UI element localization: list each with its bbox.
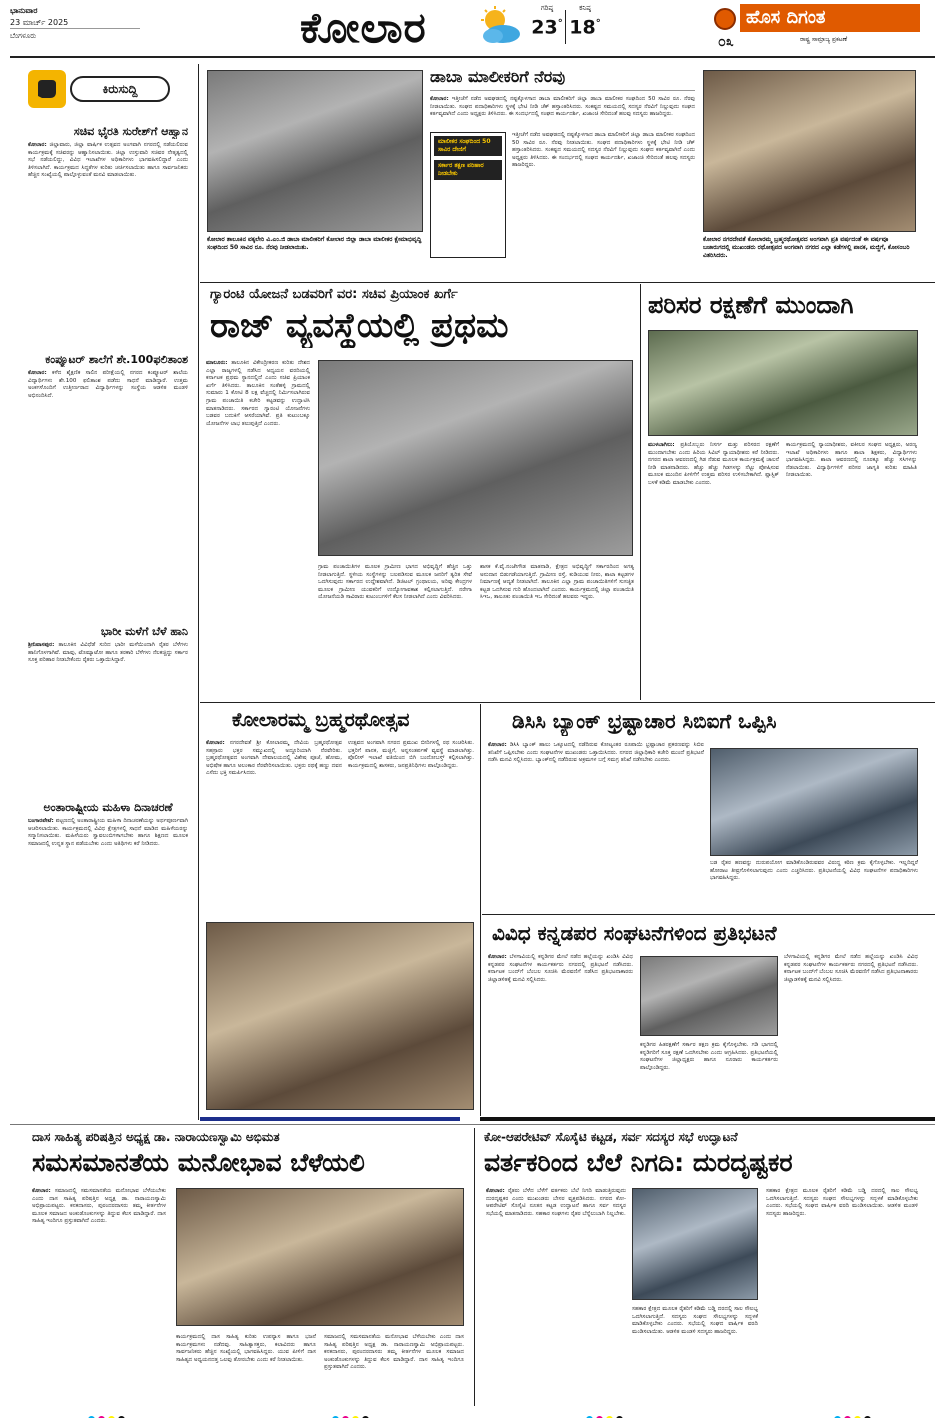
dasa-col-2: ಕಾರ್ಯಕ್ರಮದಲ್ಲಿ ದಾಸ ಸಾಹಿತ್ಯ ಕುರಿತು ಉಪನ್ಯಾಸ ಹಾಗೂ ಭಜನೆ ಕಾರ್ಯಕ್ರಮಗಳು ನಡೆದವು. ಸಾಹಿತ್ಯಾಸಕ್ತರು, ಕಲಾವಿದರು ಹಾಗೂ ಸಾರ್ವಜನಿಕರು ಹೆಚ್ಚಿನ ಸಂಖ್ಯೆಯಲ್ಲಿ ಭಾಗವಹಿಸಿದ್ದರು. ಯುವ ಪೀಳಿಗೆ ದಾಸ ಸಾಹಿತ್ಯದ ಅಧ್ಯಯನದತ್ತ ಒಲವು ತೋರಬೇಕು ಎಂದು ಕರೆ ನೀಡಲಾಯಿತು.: [176, 1334, 316, 1363]
temple-right-rule: [480, 704, 481, 1116]
brief-1-place: ಕೋಲಾರ:: [28, 142, 47, 148]
page-number: ೦೩: [718, 34, 734, 50]
brief-2-title: ಕಂಪ್ಯೂಟರ್ ಶಾಲೆಗೆ ಶೇ.100ಫಲಿತಾಂಶ: [45, 353, 188, 366]
temple-col-2: ಉತ್ಸವದ ಅಂಗವಾಗಿ ನಗರದ ಪ್ರಮುಖ ಬೀದಿಗಳಲ್ಲಿ ರಥ ಸಂಚರಿಸಿತು. ಭಕ್ತರಿಗೆ ಪಾನಕ, ಮಜ್ಜಿಗೆ, ಅನ್ನಸಂತರ್ಪಣೆ ವ್ಯವಸ್ಥೆ ಮಾಡಲಾಗಿತ್ತು. ಪೊಲೀಸ್ ಇಲಾಖೆ ವತಿಯಿಂದ ಬಿಗಿ ಬಂದೋಬಸ್ತ್ ಕಲ್ಪಿಸಲಾಗಿತ್ತು. ಕಾರ್ಯಕ್ರಮದಲ್ಲಿ ಶಾಸಕರು, ಜನಪ್ರತಿನಿಧಿಗಳು ಪಾಲ್ಗೊಂಡಿದ್ದರು.: [348, 740, 474, 769]
brand-block: [710, 4, 925, 50]
dasa-body-1: ಸಮಾಜದಲ್ಲಿ ಸಮಸಮಾನತೆಯ ಮನೋಭಾವ ಬೆಳೆಯಬೇಕು ಎಂದು ದಾಸ ಸಾಹಿತ್ಯ ಪರಿಷತ್ತಿನ ಅಧ್ಯಕ್ಷ ಡಾ. ನಾರಾಯಣಸ್ವಾಮಿ ಅಭಿಪ್ರಾಯಪಟ್ಟರು. ಕನಕದಾಸರು, ಪುರಂದರದಾಸರು ತಮ್ಮ ಕೀರ್ತನೆಗಳ ಮೂಲಕ ಸಮಾಜದ ಅಂಕುಡೊಂಕುಗಳನ್ನು ತಿದ್ದುವ ಕೆಲಸ ಮಾಡಿದ್ದಾರೆ. ದಾಸ ಸಾಹಿತ್ಯ ಇಂದಿಗೂ ಪ್ರಸ್ತುತವಾಗಿದೆ ಎಂದರು.: [32, 1188, 166, 1225]
brief-3-place: ಶ್ರೀನಿವಾಸಪುರ:: [28, 642, 55, 648]
masthead-title: ಕೋಲಾರ: [300, 3, 427, 52]
lead-col-2: ಗ್ರಾಮ ಪಂಚಾಯಿತಿಗಳ ಮೂಲಕ ಗ್ರಾಮೀಣ ಭಾಗದ ಅಭಿವೃದ್ಧಿಗೆ ಹೆಚ್ಚಿನ ಒತ್ತು ನೀಡಲಾಗುತ್ತಿದೆ. ಸ್ಥಳೀಯ ಸಂಸ್ಥೆಗಳನ್ನು ಬಲಪಡಿಸುವ ಮೂಲಕ ಜನರಿಗೆ ತ್ವರಿತ ಸೇವೆ ಒದಗಿಸುವುದು ಸರ್ಕಾರದ ಉದ್ದೇಶವಾಗಿದೆ. ಡಿಜಿಟಲ್ ಗ್ರಂಥಾಲಯ, ಅರಿವು ಕೇಂದ್ರಗಳ ಮೂಲಕ ಗ್ರಾಮೀಣ ಯುವಕರಿಗೆ ಉದ್ಯೋಗಾವಕಾಶ ಕಲ್ಪಿಸಲಾಗುತ್ತಿದೆ. ನರೇಗಾ ಯೋಜನೆಯಡಿ ಸಾವಿರಾರು ಕುಟುಂಬಗಳಿಗೆ ಕೆಲಸ ನೀಡಲಾಗಿದೆ ಎಂದು ವಿವರಿಸಿದರು.: [318, 564, 472, 601]
lead-photo: [318, 360, 633, 556]
dhaba-highlight-2: ಸರ್ಕಾರ ತಕ್ಷಣ ಪರಿಹಾರ ನೀಡಬೇಕು: [434, 160, 502, 180]
lead-story: [206, 286, 634, 348]
print-marks-2: [332, 1408, 372, 1418]
brief-4-title: ಅಂತಾರಾಷ್ಟ್ರೀಯ ಮಹಿಳಾ ದಿನಾಚರಣೆ: [43, 801, 173, 814]
lead-kicker: ಗ್ಯಾರಂಟಿ ಯೋಜನೆ ಬಡವರಿಗೆ ವರ: ಸಚಿವ ಪ್ರಿಯಾಂಕ ಖರ್ಗೆ: [210, 287, 458, 302]
brief-2-place: ಕೋಲಾರ:: [28, 370, 47, 376]
dcc-headline: ಡಿಸಿಸಿ ಬ್ಯಾಂಕ್ ಭ್ರಷ್ಟಾಚಾರ ಸಿಬಿಐಗೆ ಒಪ್ಪಿಸಿ: [512, 709, 777, 733]
dhaba-photo: [207, 70, 423, 232]
lead-col-3: ಶಾಸಕ ಕೆ.ವೈ.ನಂಜೇಗೌಡ ಮಾತನಾಡಿ, ಕ್ಷೇತ್ರದ ಅಭಿವೃದ್ಧಿಗೆ ಸರ್ಕಾರದಿಂದ ಅಗತ್ಯ ಅನುದಾನ ಬಿಡುಗಡೆಯಾಗುತ್ತಿದೆ. ಗ್ರಾಮೀಣ ರಸ್ತೆ, ಕುಡಿಯುವ ನೀರು, ಶಾಲಾ ಕಟ್ಟಡಗಳ ನಿರ್ಮಾಣಕ್ಕೆ ಆದ್ಯತೆ ನೀಡಲಾಗಿದೆ. ತಾಲೂಕಿನ ಎಲ್ಲಾ ಗ್ರಾಮ ಪಂಚಾಯಿತಿಗಳಿಗೆ ಸುಸಜ್ಜಿತ ಕಟ್ಟಡ ಒದಗಿಸುವ ಗುರಿ ಹೊಂದಲಾಗಿದೆ ಎಂದರು. ಕಾರ್ಯಕ್ರಮದಲ್ಲಿ ಜಿಲ್ಲಾ ಪಂಚಾಯಿತಿ ಸಿಇಒ, ತಾಲೂಕು ಪಂಚಾಯಿತಿ ಇಒ ಸೇರಿದಂತೆ ಹಲವರು ಇದ್ದರು.: [480, 564, 634, 601]
date-divider: [10, 28, 140, 29]
brief-4-body: ಪಟ್ಟಣದಲ್ಲಿ ಅಂತಾರಾಷ್ಟ್ರೀಯ ಮಹಿಳಾ ದಿನಾಚರಣೆಯನ್ನು ಅರ್ಥಪೂರ್ಣವಾಗಿ ಆಚರಿಸಲಾಯಿತು. ಕಾರ್ಯಕ್ರಮದಲ್ಲಿ ವಿವಿಧ ಕ್ಷೇತ್ರಗಳಲ್ಲಿ ಸಾಧನೆ ಮಾಡಿದ ಮಹಿಳೆಯರನ್ನು ಸನ್ಮಾನಿಸಲಾಯಿತು. ಮಹಿಳೆಯರು ಸ್ವಾವಲಂಬಿಗಳಾಗಬೇಕು ಹಾಗೂ ಶಿಕ್ಷಣದ ಮೂಲಕ ಸಮಾಜದಲ್ಲಿ ಉನ್ನತ ಸ್ಥಾನ ಪಡೆಯಬೇಕು ಎಂದು ಅತಿಥಿಗಳು ಕರೆ ನೀಡಿದರು.: [28, 818, 188, 847]
temp-divider: [565, 10, 566, 44]
coop-col-1: [486, 1188, 626, 1402]
brief-4-place: ಬಂಗಾರಪೇಟೆ:: [28, 818, 54, 824]
lead-headline: ರಾಜ್ ವ್ಯವಸ್ಥೆಯಲ್ಲಿ ಪ್ರಥಮ: [210, 306, 509, 346]
kirusuddi-banner: [28, 70, 178, 108]
min-deg: °: [595, 18, 601, 29]
protest-col-1: [488, 954, 633, 1114]
protest-place: ಕೋಲಾರ:: [488, 954, 507, 960]
mid-row-rule: [200, 702, 935, 703]
dhaba-photo-caption: ಕೋಲಾರ ತಾಲೂಕಿನ ವಕ್ಕಲೇರಿ ವಿ.ಎಂ.ಜಿ ಡಾಬಾ ಮಾಲೀಕರಿಗೆ ಕೋಲಾರ ಜಿಲ್ಲಾ ಡಾಬಾ ಮಾಲೀಕರ ಕ್ಷೇಮಾಭಿವೃದ್ಧಿ ಸಂಘದಿಂದ 50 ಸಾವಿರ ರೂ. ನೆರವು ನೀಡಲಾಯಿತು.: [207, 236, 422, 251]
dhaba-place: ಕೋಲಾರ:: [430, 96, 449, 102]
min-temp: 18: [569, 16, 596, 39]
brief-1-body: ಜಿಲ್ಲಾವಾರು, ಜಿಲ್ಲಾ ವಾರ್ಷಿಕ ಉತ್ಸವದ ಅಂಗವಾಗಿ ನಗರದಲ್ಲಿ ನಡೆಯಲಿರುವ ಕಾರ್ಯಕ್ರಮಕ್ಕೆ ಸಚಿವರನ್ನು ಆಹ್ವಾನಿಸಲಾಯಿತು. ಜಿಲ್ಲಾ ಉಸ್ತುವಾರಿ ಸಚಿವರ ನೇತೃತ್ವದಲ್ಲಿ ಸಭೆ ನಡೆಯಲಿದ್ದು, ವಿವಿಧ ಇಲಾಖೆಗಳ ಅಧಿಕಾರಿಗಳು ಭಾಗವಹಿಸಲಿದ್ದಾರೆ ಎಂದು ತಿಳಿಸಲಾಗಿದೆ. ಕಾರ್ಯಕ್ರಮದ ಸಿದ್ಧತೆಗಳ ಕುರಿತು ಚರ್ಚಿಸಲಾಯಿತು ಹಾಗೂ ಸಾರ್ವಜನಿಕರು ಹೆಚ್ಚಿನ ಸಂಖ್ಯೆಯಲ್ಲಿ ಪಾಲ್ಗೊಳ್ಳುವಂತೆ ಮನವಿ ಮಾಡಲಾಯಿತು.: [28, 142, 188, 179]
temple-body-1: ನಗರದೇವತೆ ಶ್ರೀ ಕೋಲಾರಮ್ಮ ದೇವಿಯ ಬ್ರಹ್ಮರಥೋತ್ಸವ ಸಹಸ್ರಾರು ಭಕ್ತರ ಸಮ್ಮುಖದಲ್ಲಿ ಅದ್ದೂರಿಯಾಗಿ ನೆರವೇರಿತು. ಬ್ರಹ್ಮರಥೋತ್ಸವದ ಅಂಗವಾಗಿ ದೇವಾಲಯದಲ್ಲಿ ವಿಶೇಷ ಪೂಜೆ, ಹೋಮ, ಅಭಿಷೇಕ ಹಾಗೂ ಅಲಂಕಾರ ನೆರವೇರಿಸಲಾಯಿತು. ಭಕ್ತರು ರಥಕ್ಕೆ ಹಣ್ಣು ದವನ ಎಸೆದು ಭಕ್ತಿ ಸಮರ್ಪಿಸಿದರು.: [206, 740, 342, 777]
max-temp-block: [530, 4, 564, 48]
env-body-1: ಪ್ರತಿಯೊಬ್ಬರು ನಿಸರ್ಗ ಮತ್ತು ಪರಿಸರದ ರಕ್ಷಣೆಗೆ ಮುಂದಾಗಬೇಕು ಎಂದು ಹಿರಿಯ ಸಿವಿಲ್ ನ್ಯಾಯಾಧೀಶರು ಕರೆ ನೀಡಿದರು. ನಗರದ ಶಾಲಾ ಆವರಣದಲ್ಲಿ ಗಿಡ ನೆಡುವ ಮೂಲಕ ಕಾರ್ಯಕ್ರಮಕ್ಕೆ ಚಾಲನೆ ನೀಡಿ ಮಾತನಾಡಿದರು. ಹೆಚ್ಚು ಹೆಚ್ಚು ಗಿಡಗಳನ್ನು ನೆಟ್ಟು ಪೋಷಿಸುವ ಮೂಲಕ ಮುಂದಿನ ಪೀಳಿಗೆಗೆ ಉತ್ತಮ ಪರಿಸರ ಉಳಿಸಬೇಕಾಗಿದೆ. ಪ್ಲಾಸ್ಟಿಕ್ ಬಳಕೆ ಕಡಿಮೆ ಮಾಡಬೇಕು ಎಂದರು.: [648, 442, 779, 486]
coop-headline: ವರ್ತಕರಿಂದ ಬೆಲೆ ನಿಗದಿ: ದುರದೃಷ್ಟಕರ: [484, 1148, 793, 1177]
protest-photo: [640, 956, 778, 1036]
dasa-photo: [176, 1188, 464, 1326]
print-marks-3: [586, 1408, 626, 1418]
min-temp-label: ಕನಿಷ್ಠ: [579, 4, 591, 12]
temple-place: ಕೋಲಾರ:: [206, 740, 225, 746]
coop-col-2: ಸಹಕಾರ ಕ್ಷೇತ್ರದ ಮೂಲಕ ರೈತರಿಗೆ ಕಡಿಮೆ ಬಡ್ಡಿ ದರದಲ್ಲಿ ಸಾಲ ಸೌಲಭ್ಯ ಒದಗಿಸಲಾಗುತ್ತಿದೆ. ಸದಸ್ಯರು ಸಂಘದ ಸೌಲಭ್ಯಗಳನ್ನು ಸದ್ಬಳಕೆ ಮಾಡಿಕೊಳ್ಳಬೇಕು ಎಂದರು. ಸಭೆಯಲ್ಲಿ ಸಂಘದ ವಾರ್ಷಿಕ ವರದಿ ಮಂಡಿಸಲಾಯಿತು. ಆಡಳಿತ ಮಂಡಳಿ ಸದಸ್ಯರು ಹಾಜರಿದ್ದರು.: [632, 1306, 758, 1335]
env-col-2: ಕಾರ್ಯಕ್ರಮದಲ್ಲಿ ನ್ಯಾಯಾಧೀಶರು, ವಕೀಲರ ಸಂಘದ ಅಧ್ಯಕ್ಷರು, ಅರಣ್ಯ ಇಲಾಖೆ ಅಧಿಕಾರಿಗಳು ಹಾಗೂ ಶಾಲಾ ಶಿಕ್ಷಕರು, ವಿದ್ಯಾರ್ಥಿಗಳು ಭಾಗವಹಿಸಿದ್ದರು. ಶಾಲಾ ಆವರಣದಲ್ಲಿ ನೂರಕ್ಕೂ ಹೆಚ್ಚು ಸಸಿಗಳನ್ನು ನೆಡಲಾಯಿತು. ವಿದ್ಯಾರ್ಥಿಗಳಿಗೆ ಪರಿಸರ ಜಾಗೃತಿ ಕುರಿತು ಮಾಹಿತಿ ನೀಡಲಾಯಿತು.: [786, 442, 917, 479]
bottom-section-rule: [10, 1124, 935, 1125]
dhaba-headline: ಡಾಬಾ ಮಾಲೀಕರಿಗೆ ನೆರವು: [430, 67, 566, 86]
bottom-divider: [474, 1128, 475, 1406]
env-place: ಮುಳಬಾಗಿಲು:: [648, 442, 675, 448]
brand-logo-icon: [714, 8, 736, 30]
dcc-col-2: ಬಡ ರೈತರ ಹಣವನ್ನು ದುರುಪಯೋಗ ಮಾಡಿಕೊಂಡಿರುವವರ ವಿರುದ್ಧ ಕಠಿಣ ಕ್ರಮ ಕೈಗೊಳ್ಳಬೇಕು. ಇಲ್ಲದಿದ್ದರೆ ಹೋರಾಟ ತೀವ್ರಗೊಳಿಸಲಾಗುವುದು ಎಂದು ಎಚ್ಚರಿಸಿದರು. ಪ್ರತಿಭಟನೆಯಲ್ಲಿ ವಿವಿಧ ಸಂಘಟನೆಗಳ ಪದಾಧಿಕಾರಿಗಳು ಭಾಗವಹಿಸಿದ್ದರು.: [710, 860, 918, 882]
dhaba-highlight-1: ಮಾಲೀಕರ ಸಂಘದಿಂದ 50 ಸಾವಿರ ದೇಣಿಗೆ: [434, 136, 502, 156]
dcc-protest-rule: [482, 914, 935, 915]
brand-name: ಹೊಸ ದಿಗಂತ: [740, 4, 920, 32]
max-temp: 23: [531, 16, 558, 39]
dasa-col-1: [32, 1188, 166, 1402]
brief-2-body: ಕಳೆದ ಶೈಕ್ಷಣಿಕ ಸಾಲಿನ ಪರೀಕ್ಷೆಯಲ್ಲಿ ನಗರದ ಕಂಪ್ಯೂಟರ್ ಶಾಲೆಯ ವಿದ್ಯಾರ್ಥಿಗಳು ಶೇ.100 ಫಲಿತಾಂಶ ಪಡೆದು ಸಾಧನೆ ಮಾಡಿದ್ದಾರೆ. ಉತ್ತಮ ಅಂಕಗಳೊಂದಿಗೆ ಉತ್ತೀರ್ಣರಾದ ವಿದ್ಯಾರ್ಥಿಗಳನ್ನು ಸಂಸ್ಥೆಯ ಆಡಳಿತ ಮಂಡಳಿ ಅಭಿನಂದಿಸಿದೆ.: [28, 370, 188, 399]
dcc-photo: [710, 748, 918, 856]
city: ಬೆಂಗಳೂರು: [10, 32, 37, 40]
lead-body-1: ತಾಲೂಕಿನ ವಿಕೇಂದ್ರೀಕರಣ ಕುರಿತು ದೇಶದ ಎಲ್ಲಾ ರಾಜ್ಯಗಳಲ್ಲಿ ನಡೆಸಿದ ಅಧ್ಯಯನ ವರದಿಯಲ್ಲಿ ಕರ್ನಾಟಕ ಪ್ರಥಮ ಸ್ಥಾನದಲ್ಲಿದೆ ಎಂದು ಸಚಿವ ಪ್ರಿಯಾಂಕ ಖರ್ಗೆ ತಿಳಿಸಿದರು. ತಾಲೂಕಿನ ಸಂತೆಹಳ್ಳಿ ಗ್ರಾಮದಲ್ಲಿ ಸುಮಾರು 1 ಕೋಟಿ 8 ಲಕ್ಷ ವೆಚ್ಚದಲ್ಲಿ ನಿರ್ಮಿಸಲಾಗಿರುವ ಗ್ರಾಮ ಪಂಚಾಯಿತಿ ಕಚೇರಿ ಕಟ್ಟಡವನ್ನು ಉದ್ಘಾಟಿಸಿ ಮಾತನಾಡಿದರು. ಸರ್ಕಾರದ ಗ್ಯಾರಂಟಿ ಯೋಜನೆಗಳು ಬಡವರ ಬದುಕಿಗೆ ಆಸರೆಯಾಗಿವೆ. ಪ್ರತಿ ಕುಟುಂಬಕ್ಕೂ ಯೋಜನೆಗಳ ಲಾಭ ತಲುಪುತ್ತಿದೆ ಎಂದರು.: [206, 360, 310, 427]
dcc-col-1: [488, 742, 704, 912]
protest-body-1: ಬೆಳಗಾವಿಯಲ್ಲಿ ಕನ್ನಡಿಗರ ಮೇಲೆ ನಡೆದ ಹಲ್ಲೆಯನ್ನು ಖಂಡಿಸಿ ವಿವಿಧ ಕನ್ನಡಪರ ಸಂಘಟನೆಗಳ ಕಾರ್ಯಕರ್ತರು ನಗರದಲ್ಲಿ ಪ್ರತಿಭಟನೆ ನಡೆಸಿದರು. ಕರ್ನಾಟಕ ಬಂದ್‌ಗೆ ಬೆಂಬಲ ಸೂಚಿಸಿ ಮೆರವಣಿಗೆ ನಡೆಸಿದ ಪ್ರತಿಭಟನಾಕಾರರು ಜಿಲ್ಲಾಡಳಿತಕ್ಕೆ ಮನವಿ ಸಲ್ಲಿಸಿದರು.: [488, 954, 633, 983]
temple-headline: ಕೋಲಾರಮ್ಮ ಬ್ರಹ್ಮರಥೋತ್ಸವ: [232, 709, 410, 731]
temple-col-1: [206, 740, 342, 918]
env-col-1: [648, 442, 779, 700]
brief-4: [28, 800, 188, 1080]
brand-tagline: ರಾಷ್ಟ್ರ ಸಾಮ್ರಾಜ್ಯ ಪ್ರಕಟಣೆ: [800, 36, 848, 43]
protest-headline: ವಿವಿಧ ಕನ್ನಡಪರ ಸಂಘಟನೆಗಳಿಂದ ಪ್ರತಿಭಟನೆ: [492, 921, 777, 945]
dasa-story: [32, 1128, 472, 1180]
max-temp-label: ಗರಿಷ್ಠ: [540, 4, 554, 12]
dasa-col-3: ಸಮಾಜದಲ್ಲಿ ಸಮಸಮಾನತೆಯ ಮನೋಭಾವ ಬೆಳೆಯಬೇಕು ಎಂದು ದಾಸ ಸಾಹಿತ್ಯ ಪರಿಷತ್ತಿನ ಅಧ್ಯಕ್ಷ ಡಾ. ನಾರಾಯಣಸ್ವಾಮಿ ಅಭಿಪ್ರಾಯಪಟ್ಟರು. ಕನಕದಾಸರು, ಪುರಂದರದಾಸರು ತಮ್ಮ ಕೀರ್ತನೆಗಳ ಮೂಲಕ ಸಮಾಜದ ಅಂಕುಡೊಂಕುಗಳನ್ನು ತಿದ್ದುವ ಕೆಲಸ ಮಾಡಿದ್ದಾರೆ. ದಾಸ ಸಾಹಿತ್ಯ ಇಂದಿಗೂ ಪ್ರಸ್ತುತವಾಗಿದೆ ಎಂದರು.: [324, 1334, 464, 1371]
dasa-headline: ಸಮಸಮಾನತೆಯ ಮನೋಭಾವ ಬೆಳೆಯಲಿ: [32, 1148, 365, 1177]
env-headline: ಪರಿಸರ ರಕ್ಷಣೆಗೆ ಮುಂದಾಗಿ: [648, 291, 854, 319]
temple-photo: [206, 922, 474, 1110]
lead-col-1: [206, 360, 310, 700]
min-temp-block: [568, 4, 602, 48]
coop-place: ಕೋಲಾರ:: [486, 1188, 505, 1194]
hand-icon: [28, 70, 66, 108]
date: 23 ಮಾರ್ಚ್ 2025: [10, 18, 69, 27]
dasa-place: ಕೋಲಾರ:: [32, 1188, 51, 1194]
coop-body-1: ರೈತರು ಬೆಳೆದ ಬೆಳೆಗೆ ವರ್ತಕರು ಬೆಲೆ ನಿಗದಿ ಮಾಡುತ್ತಿರುವುದು ದುರದೃಷ್ಟಕರ ಎಂದು ಮುಖಂಡರು ಬೇಸರ ವ್ಯಕ್ತಪಡಿಸಿದರು. ನಗರದ ಕೋ-ಆಪರೇಟಿವ್ ಸೊಸೈಟಿ ನೂತನ ಕಟ್ಟಡ ಉದ್ಘಾಟನೆ ಹಾಗೂ ಸರ್ವ ಸದಸ್ಯರ ಸಭೆಯಲ್ಲಿ ಮಾತನಾಡಿದರು. ಸಹಕಾರ ಸಂಘಗಳು ರೈತರ ಬೆನ್ನೆಲುಬಾಗಿ ನಿಲ್ಲಬೇಕು.: [486, 1188, 626, 1217]
dcc-place: ಕೋಲಾರ:: [488, 742, 507, 748]
top-row-rule: [200, 282, 935, 283]
section-bar: [200, 1117, 935, 1121]
brief-1-title: ಸಚಿವ ಭೈರತಿ ಸುರೇಶ್‌ಗೆ ಆಹ್ವಾನ: [73, 125, 188, 138]
brief-3: [28, 624, 188, 777]
coop-story: [484, 1128, 924, 1180]
env-photo: [648, 330, 918, 436]
dcc-body-1: ಡಿಸಿಸಿ ಬ್ಯಾಂಕ್ ಹಾಲು ಒಕ್ಕೂಟದಲ್ಲಿ ನಡೆದಿರುವ ಕೋಟ್ಯಂತರ ರೂಪಾಯಿ ಭ್ರಷ್ಟಾಚಾರ ಪ್ರಕರಣವನ್ನು ಸಿಬಿಐ ತನಿಖೆಗೆ ಒಪ್ಪಿಸಬೇಕು ಎಂದು ಸಂಘಟನೆಗಳ ಮುಖಂಡರು ಒತ್ತಾಯಿಸಿದರು. ನಗರದ ಜಿಲ್ಲಾಧಿಕಾರಿ ಕಚೇರಿ ಮುಂದೆ ಪ್ರತಿಭಟನೆ ನಡೆಸಿ ಮನವಿ ಸಲ್ಲಿಸಿದರು. ಬ್ಯಾಂಕ್‌ನಲ್ಲಿ ನಡೆದಿರುವ ಅಕ್ರಮಗಳ ಬಗ್ಗೆ ಸಮಗ್ರ ತನಿಖೆ ನಡೆಸಬೇಕು ಎಂದರು.: [488, 742, 704, 764]
kirusuddi-label: ಕಿರುಸುದ್ದಿ: [70, 76, 170, 102]
coop-photo: [632, 1188, 758, 1300]
brief-2: [28, 352, 188, 595]
protest-col-3: ಬೆಳಗಾವಿಯಲ್ಲಿ ಕನ್ನಡಿಗರ ಮೇಲೆ ನಡೆದ ಹಲ್ಲೆಯನ್ನು ಖಂಡಿಸಿ ವಿವಿಧ ಕನ್ನಡಪರ ಸಂಘಟನೆಗಳ ಕಾರ್ಯಕರ್ತರು ನಗರದಲ್ಲಿ ಪ್ರತಿಭಟನೆ ನಡೆಸಿದರು. ಕರ್ನಾಟಕ ಬಂದ್‌ಗೆ ಬೆಂಬಲ ಸೂಚಿಸಿ ಮೆರವಣಿಗೆ ನಡೆಸಿದ ಪ್ರತಿಭಟನಾಕಾರರು ಜಿಲ್ಲಾಡಳಿತಕ್ಕೆ ಮನವಿ ಸಲ್ಲಿಸಿದರು.: [784, 954, 918, 983]
dhaba-body: ಇತ್ತೀಚೆಗೆ ನಡೆದ ಅವಘಡದಲ್ಲಿ ನಷ್ಟಕ್ಕೊಳಗಾದ ಡಾಬಾ ಮಾಲೀಕರಿಗೆ ಜಿಲ್ಲಾ ಡಾಬಾ ಮಾಲೀಕರ ಸಂಘದಿಂದ 50 ಸಾವಿರ ರೂ. ನೆರವು ನೀಡಲಾಯಿತು. ಸಂಘದ ಪದಾಧಿಕಾರಿಗಳು ಸ್ಥಳಕ್ಕೆ ಭೇಟಿ ನೀಡಿ ಚೆಕ್ ಹಸ್ತಾಂತರಿಸಿದರು. ಸಂಕಷ್ಟದ ಸಮಯದಲ್ಲಿ ಸದಸ್ಯರ ನೆರವಿಗೆ ನಿಲ್ಲುವುದು ಸಂಘದ ಕರ್ತವ್ಯವಾಗಿದೆ ಎಂದು ಅಧ್ಯಕ್ಷರು ತಿಳಿಸಿದರು. ಈ ಸಂದರ್ಭದಲ್ಲಿ ಸಂಘದ ಕಾರ್ಯದರ್ಶಿ, ಖಜಾಂಚಿ ಸೇರಿದಂತೆ ಹಲವು ಸದಸ್ಯರು ಹಾಜರಿದ್ದರು.: [430, 96, 695, 118]
protest-col-2: ಕನ್ನಡಿಗರ ಹಿತರಕ್ಷಣೆಗೆ ಸರ್ಕಾರ ತಕ್ಷಣ ಕ್ರಮ ಕೈಗೊಳ್ಳಬೇಕು. ಗಡಿ ಭಾಗದಲ್ಲಿ ಕನ್ನಡಿಗರಿಗೆ ಸೂಕ್ತ ರಕ್ಷಣೆ ಒದಗಿಸಬೇಕು ಎಂದು ಆಗ್ರಹಿಸಿದರು. ಪ್ರತಿಭಟನೆಯಲ್ಲಿ ಸಂಘಟನೆಗಳ ಜಿಲ್ಲಾಧ್ಯಕ್ಷರು ಹಾಗೂ ನೂರಾರು ಕಾರ್ಯಕರ್ತರು ಪಾಲ್ಗೊಂಡಿದ್ದರು.: [640, 1042, 778, 1071]
dhaba-story: [430, 66, 695, 177]
weather-icon: [475, 6, 523, 46]
lead-place: ಮಾಲೂರು:: [206, 360, 228, 366]
rathotsava-photo-caption: ಕೋಲಾರ ನಗರದೇವತೆ ಕೋಲಾರಮ್ಮ ಬ್ರಹ್ಮರಥೋತ್ಸವದ ಅಂಗವಾಗಿ ಪ್ರತಿ ವರ್ಷದಂತೆ ಈ ವರ್ಷವೂ ಬಜಾರುಗದಲ್ಲಿ ಮುಖಂಡರು ರಥೋತ್ಸವದ ಅಂಗವಾಗಿ ನಗರದ ಎಲ್ಲಾ ಕಡೆಗಳಲ್ಲಿ ಪಾನಕ, ಮಜ್ಜಿಗೆ, ಕೋಸಂಬರಿ ವಿತರಿಸಿದರು.: [703, 236, 910, 259]
dhaba-body-cont: ಇತ್ತೀಚೆಗೆ ನಡೆದ ಅವಘಡದಲ್ಲಿ ನಷ್ಟಕ್ಕೊಳಗಾದ ಡಾಬಾ ಮಾಲೀಕರಿಗೆ ಜಿಲ್ಲಾ ಡಾಬಾ ಮಾಲೀಕರ ಸಂಘದಿಂದ 50 ಸಾವಿರ ರೂ. ನೆರವು ನೀಡಲಾಯಿತು. ಸಂಘದ ಪದಾಧಿಕಾರಿಗಳು ಸ್ಥಳಕ್ಕೆ ಭೇಟಿ ನೀಡಿ ಚೆಕ್ ಹಸ್ತಾಂತರಿಸಿದರು. ಸಂಕಷ್ಟದ ಸಮಯದಲ್ಲಿ ಸದಸ್ಯರ ನೆರವಿಗೆ ನಿಲ್ಲುವುದು ಸಂಘದ ಕರ್ತವ್ಯವಾಗಿದೆ ಎಂದು ಅಧ್ಯಕ್ಷರು ತಿಳಿಸಿದರು. ಈ ಸಂದರ್ಭದಲ್ಲಿ ಸಂಘದ ಕಾರ್ಯದರ್ಶಿ, ಖಜಾಂಚಿ ಸೇರಿದಂತೆ ಹಲವು ಸದಸ್ಯರು ಹಾಜರಿದ್ದರು.: [512, 132, 695, 169]
coop-col-3: ಸಹಕಾರ ಕ್ಷೇತ್ರದ ಮೂಲಕ ರೈತರಿಗೆ ಕಡಿಮೆ ಬಡ್ಡಿ ದರದಲ್ಲಿ ಸಾಲ ಸೌಲಭ್ಯ ಒದಗಿಸಲಾಗುತ್ತಿದೆ. ಸದಸ್ಯರು ಸಂಘದ ಸೌಲಭ್ಯಗಳನ್ನು ಸದ್ಬಳಕೆ ಮಾಡಿಕೊಳ್ಳಬೇಕು ಎಂದರು. ಸಭೆಯಲ್ಲಿ ಸಂಘದ ವಾರ್ಷಿಕ ವರದಿ ಮಂಡಿಸಲಾಯಿತು. ಆಡಳಿತ ಮಂಡಳಿ ಸದಸ್ಯರು ಹಾಜರಿದ್ದರು.: [766, 1188, 918, 1217]
print-marks-4: [834, 1408, 874, 1418]
rathotsava-photo: [703, 70, 916, 232]
brief-1: [28, 124, 188, 332]
left-column-rule: [198, 64, 199, 1120]
print-marks-1: [88, 1408, 128, 1418]
brief-3-body: ತಾಲೂಕಿನ ವಿವಿಧೆಡೆ ಸುರಿದ ಭಾರೀ ಮಳೆಯಿಂದಾಗಿ ರೈತರ ಬೆಳೆಗಳು ಹಾನಿಗೊಳಗಾಗಿವೆ. ಮಾವು, ಟೊಮ್ಯಾಟೋ ಹಾಗೂ ತರಕಾರಿ ಬೆಳೆಗಳು ನೆಲಕಚ್ಚಿದ್ದು ಸರ್ಕಾರ ಸೂಕ್ತ ಪರಿಹಾರ ನೀಡಬೇಕೆಂದು ರೈತರು ಒತ್ತಾಯಿಸಿದ್ದಾರೆ.: [28, 642, 188, 664]
brief-3-title: ಭಾರೀ ಮಳೆಗೆ ಬೆಳೆ ಹಾನಿ: [100, 625, 188, 638]
coop-kicker: ಕೋ-ಆಪರೇಟಿವ್ ಸೊಸೈಟಿ ಕಟ್ಟಡ, ಸರ್ವ ಸದಸ್ಯರ ಸಭೆ ಉದ್ಘಾಟನೆ: [484, 1130, 738, 1144]
dhaba-highlights: [430, 132, 506, 258]
lead-env-rule: [640, 284, 641, 700]
masthead-rule: [10, 56, 935, 58]
weekday: ಭಾನುವಾರ: [10, 6, 38, 15]
date-block: [10, 6, 160, 56]
max-deg: °: [557, 18, 563, 29]
dasa-kicker: ದಾಸ ಸಾಹಿತ್ಯ ಪರಿಷತ್ತಿನ ಅಧ್ಯಕ್ಷ ಡಾ. ನಾರಾಯಣಸ್ವಾಮಿ ಅಭಿಮತ: [32, 1130, 280, 1144]
